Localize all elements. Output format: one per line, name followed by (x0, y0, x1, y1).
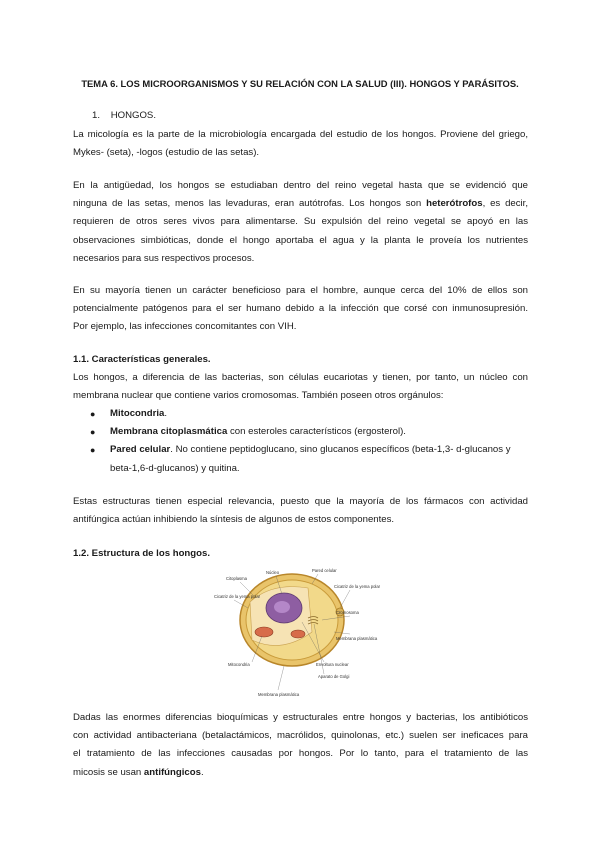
heterotrofos-term: heterótrofos (426, 198, 483, 210)
list-item: ● Membrana citoplasmática con esteroles característicos (ergosterol). (90, 423, 530, 441)
general-line-1: Los hongos, a diferencia de las bacterias, son células eucariotas y tienen, por tanto, un núcleo con (73, 372, 528, 383)
majority-paragraph (73, 282, 528, 337)
yeast-cell-illustration (212, 562, 381, 702)
list-item: ● Mitocondria. (90, 405, 530, 423)
majority-line-3: Por ejemplo, las infecciones concomitantes con VIH. (73, 321, 297, 333)
relevance-paragraph (73, 493, 528, 529)
history-line-1: En la antigüedad, los hongos se estudiaban dentro del reino vegetal hasta que se evidenció que (73, 180, 528, 191)
general-paragraph (73, 369, 528, 405)
closing-line-4: micosis se usan antifúngicos. (73, 766, 204, 778)
general-line-2: membrana nuclear que contiene varios cromosomas. También poseen otros orgánulos: (73, 390, 444, 402)
history-line-5: necesarios para sus respectivos procesos. (73, 252, 255, 264)
label-golgi: Aparato de Golgi (318, 674, 350, 679)
section-1-1-heading: 1.1. Características generales. (73, 354, 211, 365)
history-line-2: ninguna de las setas, menos las levaduras, eran autótrofas. Los hongos son heterótrofos, es decir, (73, 198, 528, 210)
bullet-icon: ● (90, 409, 96, 419)
section-1-number: 1. (92, 110, 101, 121)
mitochondrion-shape (255, 627, 273, 637)
section-1-2-heading: 1.2. Estructura de los hongos. (73, 548, 211, 559)
fungus-cell-diagram (212, 562, 381, 702)
label-citoplasma: Citoplasma (226, 576, 247, 581)
label-envoltura: Envoltura nuclear (316, 662, 349, 667)
majority-line-1: En su mayoría tienen un carácter beneficioso para el hombre, aunque cerca del 10% de ellos son (73, 285, 528, 296)
history-paragraph (73, 177, 528, 268)
organelle-list (90, 405, 530, 478)
label-pared: Pared celular (312, 568, 337, 573)
section-1-title: HONGOS. (110, 110, 156, 121)
intro-line-2: Mykes- (seta), -logos (estudio de las setas). (73, 147, 260, 159)
history-line-3: requieren de otros seres vivos para alimentarse. Su expulsión del reino vegetal se apoyó en las (73, 216, 528, 228)
history-line-4: observaciones simbióticas, donde el hongo aportaba el agua y la planta le proveía los nutrientes (73, 234, 528, 246)
label-nucleo: Núcleo (266, 570, 280, 575)
bullet-icon: ● (90, 445, 96, 456)
label-cicatriz-polo: Cicatriz de la yema polar (334, 584, 381, 589)
label-membrana: Membrana plasmática (336, 636, 378, 641)
label-cicatriz-yema: Cicatriz de la yema polar (214, 594, 261, 599)
bullet-icon: ● (90, 427, 96, 438)
majority-line-2: potencialmente patógenos para el ser humano debido a la infección que corsé con inmunosupresión. (73, 303, 528, 315)
intro-line-1: La micología es la parte de la microbiología encargada del estudio de los hongos. Proviene del griego, (73, 129, 528, 140)
closing-line-2: con actividad antibacteriana (betalactámicos, macrólidos, quinolonas, etc.) suelen ser ineficaces para (73, 730, 528, 742)
intro-paragraph (73, 126, 528, 162)
label-membrana-2: Membrana plasmática (258, 692, 300, 697)
label-cromosoma: Cromosoma (336, 610, 359, 615)
section-1-heading (92, 110, 156, 121)
relevance-line-2: antifúngica actúan inhibiendo la síntesis de algunos de estos componentes. (73, 514, 395, 526)
closing-line-1: Dadas las enormes diferencias bioquímicas y estructurales entre hongos y bacterias, los antibióticos (73, 712, 528, 723)
label-mitocondria: Mitocondria (228, 662, 250, 667)
nucleolus-shape (274, 601, 290, 613)
document-title: TEMA 6. LOS MICROORGANISMOS Y SU RELACIÓN CON LA SALUD (III). HONGOS Y PARÁSITOS. (81, 78, 519, 89)
antifungicos-term: antifúngicos (143, 766, 201, 778)
mitochondrion-shape (291, 630, 305, 638)
relevance-line-1: Estas estructuras tienen especial relevancia, puesto que la mayoría de los fármacos con actividad (73, 496, 528, 507)
closing-line-3: el tratamiento de las infecciones causadas por hongos. Por lo tanto, para el tratamiento de las (73, 748, 528, 760)
closing-paragraph (73, 709, 528, 782)
list-item: ● Pared celular. No contiene peptidoglucano, sino glucanos específicos (beta-1,3- d-glucanos y beta-1,6-d-glucanos) y quitina. (90, 441, 530, 477)
